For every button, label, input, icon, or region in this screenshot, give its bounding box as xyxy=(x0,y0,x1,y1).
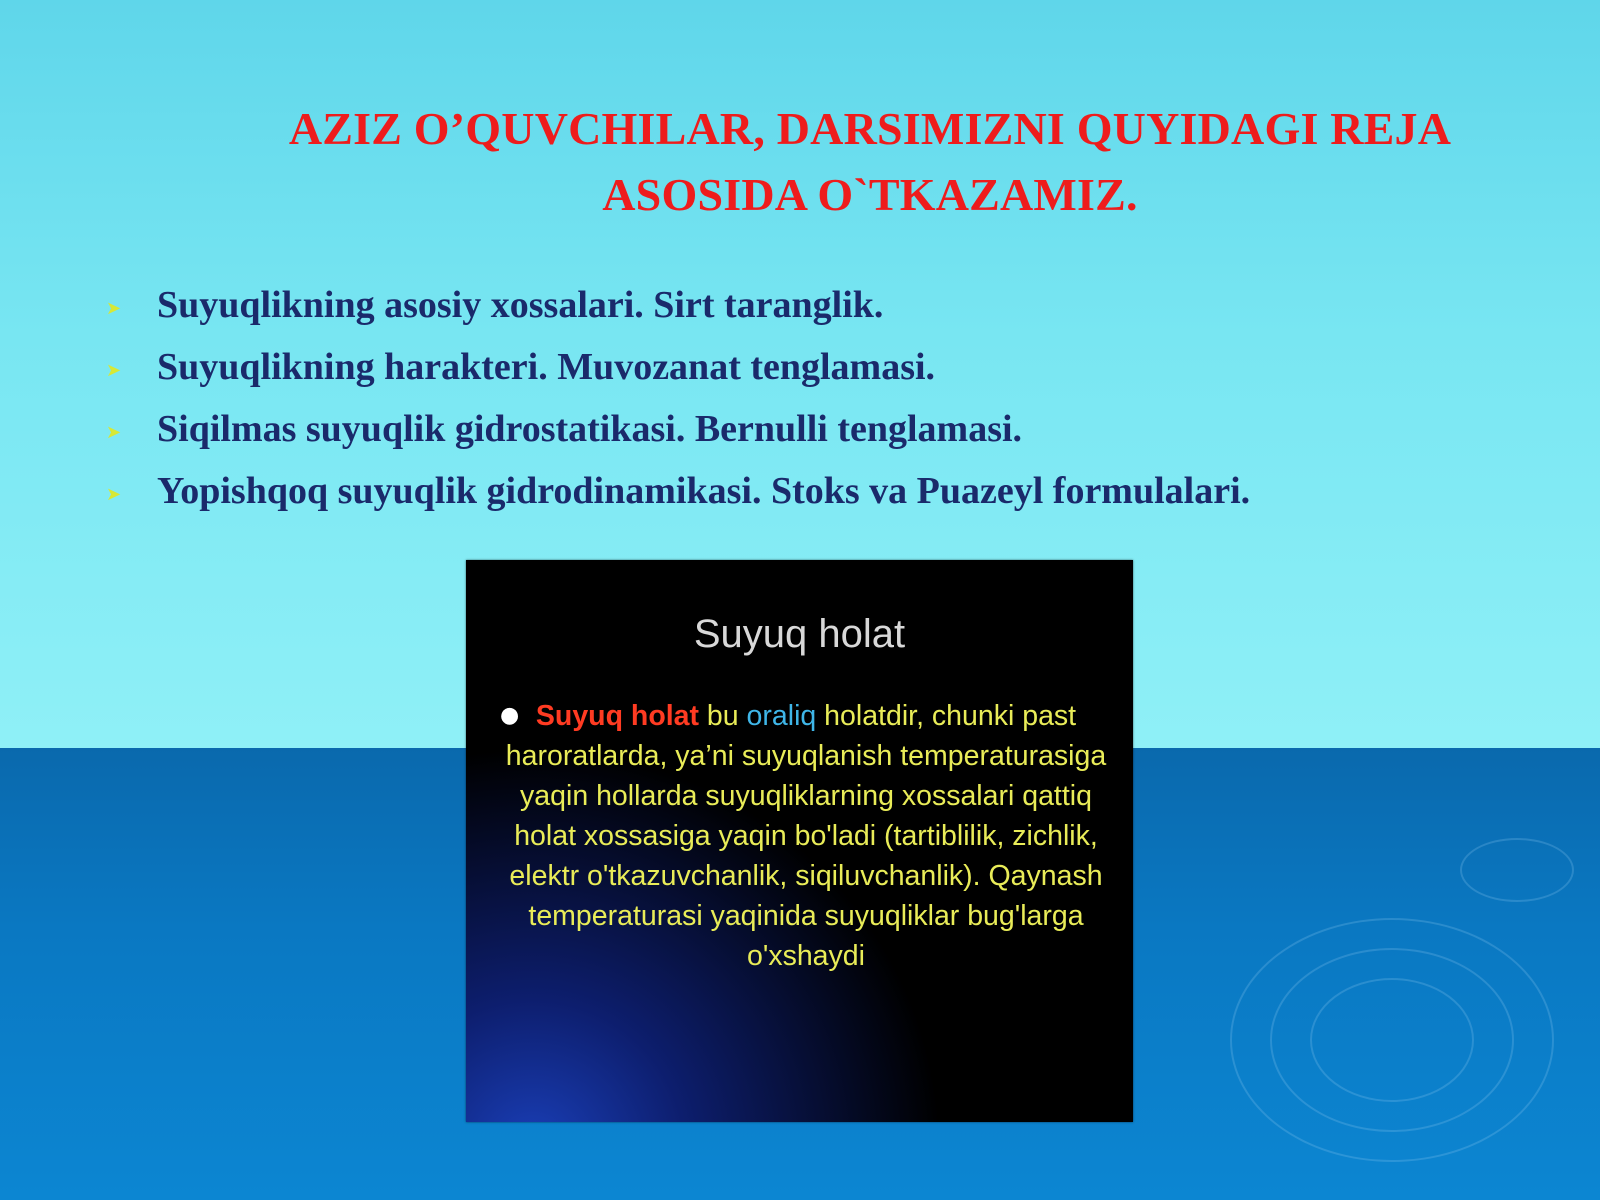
slide-title-line2: ASOSIDA O`TKAZAMIZ. xyxy=(602,169,1138,220)
list-item xyxy=(100,342,1540,404)
arrowhead-bullet-icon: ➤ xyxy=(106,360,122,381)
lesson-plan-list xyxy=(100,280,1540,528)
term-highlight: Suyuq holat xyxy=(535,700,699,732)
arrowhead-bullet-icon: ➤ xyxy=(106,484,122,505)
plan-item-text: Siqilmas suyuqlik gidrostatikasi. Bernulli tenglamasi. xyxy=(157,408,1023,450)
embedded-slide-image xyxy=(466,560,1133,1122)
body-text-a: bu xyxy=(699,700,747,732)
list-item xyxy=(100,280,1540,342)
arrowhead-bullet-icon: ➤ xyxy=(106,422,122,443)
list-item xyxy=(100,466,1540,528)
water-ripple xyxy=(1310,978,1474,1102)
embedded-slide-body xyxy=(500,696,1112,976)
plan-item-text: Yopishqoq suyuqlik gidrodinamikasi. Stoks va Puazeyl formulalari. xyxy=(157,470,1251,512)
plan-item-text: Suyuqlikning harakteri. Muvozanat tenglamasi. xyxy=(157,346,936,388)
plan-item-text: Suyuqlikning asosiy xossalari. Sirt taranglik. xyxy=(157,284,884,326)
list-item xyxy=(100,404,1540,466)
arrowhead-bullet-icon: ➤ xyxy=(106,298,122,319)
term-highlight-secondary: oraliq xyxy=(746,700,817,732)
body-text-b: holatdir, chunki past haroratlarda, ya’ni suyuqlanish temperaturasiga yaqin hollarda suyuqliklarning xossalari qattiq holat xossasiga yaqin bo'ladi (tartiblilik, zichlik, elektr o'tkazuvchanlik, siqiluvchanlik). Qaynash temperaturasi yaqinida suyuqliklar bug'larga o'xshaydi xyxy=(505,700,1107,972)
water-ripple xyxy=(1460,838,1574,902)
white-dot-bullet-icon: ● xyxy=(500,703,520,728)
embedded-slide-title: Suyuq holat xyxy=(693,612,906,656)
slide-title xyxy=(160,96,1580,228)
slide-title-line1: AZIZ O’QUVCHILAR, DARSIMIZNI QUYIDAGI REJA xyxy=(288,103,1452,154)
